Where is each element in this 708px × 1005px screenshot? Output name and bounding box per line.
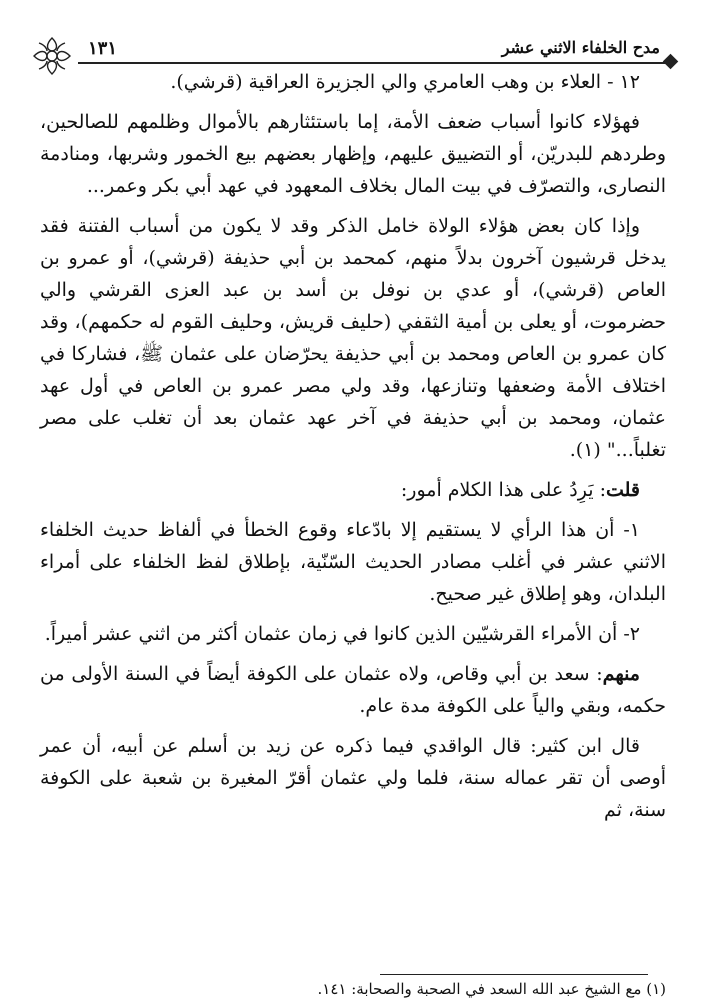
paragraph-causes: فهؤلاء كانوا أسباب ضعف الأمة، إما باستئثارهم بالأموال وظلمهم للصالحين، وطردهم للبدريّن، أو التضييق عليهم، وإظهار بعضهم بيع الخمور وشربها، ومنادمة النصارى، والتصرّف في بيت المال بخلاف المعهود في عهد أبي بكر وعمر... bbox=[40, 111, 666, 197]
footnote: (١) مع الشيخ عبد الله السعد في الصحبة والصحابة: ١٤١. bbox=[317, 980, 666, 998]
qult-text: : يَرِدُ على هذا الكلام أمور: bbox=[400, 479, 606, 501]
point-1: ١- أن هذا الرأي لا يستقيم إلا بادّعاء وقوع الخطأ في ألفاظ حديث الخلفاء الاثني عشر في أغلب مصادر الحديث السّنّية، بإطلاق لفظ الخلفاء على أمراء البلدان، وهو إطلاق غير صحيح. bbox=[40, 519, 666, 605]
minhum-label: منهم bbox=[602, 663, 640, 685]
page-body bbox=[40, 66, 666, 834]
qult-label: قلت bbox=[605, 479, 640, 501]
paragraph-ibn-kathir: قال ابن كثير: قال الواقدي فيما ذكره عن زيد بن أسلم عن أبيه، أن عمر أوصى أن تقر عماله سنة، فلما ولي عثمان أقرّ المغيرة بن شعبة على الكوفة سنة، ثم bbox=[40, 735, 666, 821]
point-2: ٢- أن الأمراء القرشيّين الذين كانوا في زمان عثمان أكثر من اثني عشر أميراً. bbox=[44, 623, 640, 645]
paragraph-minhum bbox=[40, 658, 666, 722]
page-number: ١٣١ bbox=[88, 38, 118, 59]
paragraph-governors: وإذا كان بعض هؤلاء الولاة خامل الذكر وقد لا يكون من أسباب الفتنة فقد يدخل قرشيون آخرون بدلاً منهم، كمحمد بن أبي حذيفة (قرشي)، أو عمرو بن العاص (قرشي)، أو عدي بن نوفل بن أسد بن عبد العزى القرشي والي حضرموت، أو يعلى بن أمية الثقفي (حليف قريش، وحليف القوم له حكمهم)، وقد كان عمرو بن العاص ومحمد بن أبي حذيفة يحرّضان على عثمان ﷺ، فشاركا في اختلاف الأمة وضعفها وتنازعها، وقد ولي مصر عمرو بن العاص في أول عهد عثمان، ومحمد بن أبي حذيفة في آخر عهد عثمان بعد أن تغلب على مصر تغلباً..." (١). bbox=[40, 215, 666, 461]
list-item-12: ١٢ - العلاء بن وهب العامري والي الجزيرة العراقية (قرشي). bbox=[170, 71, 640, 93]
running-title: مدح الخلفاء الاثني عشر bbox=[501, 38, 660, 57]
footnote-rule bbox=[380, 974, 648, 975]
paragraph-qult bbox=[40, 474, 666, 506]
page-header bbox=[30, 28, 678, 64]
header-rule bbox=[78, 62, 668, 64]
minhum-text: : سعد بن أبي وقاص، ولاه عثمان على الكوفة أيضاً في السنة الأولى من حكمه، وبقي والياً على الكوفة مدة عام. bbox=[40, 663, 666, 717]
